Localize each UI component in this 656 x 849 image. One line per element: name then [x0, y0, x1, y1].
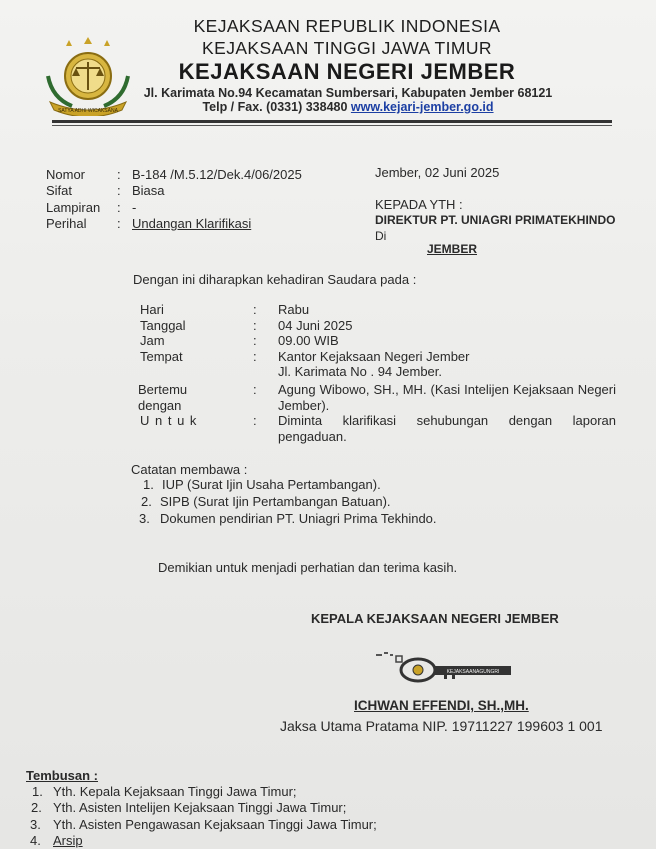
tempat-value-line-1: Kantor Kejaksaan Negeri Jember [278, 349, 470, 364]
signatory-title-nip: Jaksa Utama Pratama NIP. 19711227 199603 1 001 [280, 718, 603, 734]
letterhead-line-2: KEJAKSAAN TINGGI JAWA TIMUR [202, 38, 492, 58]
sifat-label: Sifat [46, 183, 73, 198]
colon: : [253, 333, 257, 348]
catatan-item: Dokumen pendirian PT. Uniagri Prima Tekhindo. [160, 511, 437, 526]
colon: : [253, 318, 257, 333]
colon: : [253, 413, 257, 428]
kepada-yth: KEPADA YTH : [375, 197, 463, 212]
jam-label: Jam [140, 333, 165, 348]
bertemu-value: Agung Wibowo, SH., MH. (Kasi Intelijen Kejaksaan Negeri Jember). [278, 382, 616, 413]
untuk-value: Diminta klarifikasi sehubungan dengan laporan pengaduan. [278, 413, 616, 444]
jam-value: 09.00 WIB [278, 333, 339, 348]
untuk-label: U n t u k [140, 413, 198, 428]
tanggal-label: Tanggal [140, 318, 186, 333]
perihal-value: Undangan Klarifikasi [132, 216, 252, 231]
perihal-label: Perihal [46, 216, 87, 231]
letterhead-office-name: KEJAKSAAN NEGERI JEMBER [178, 59, 516, 84]
tembusan-item: Yth. Asisten Pengawasan Kejaksaan Tinggi Jawa Timur; [53, 817, 377, 832]
lampiran-label: Lampiran [46, 200, 101, 215]
lampiran-value: - [132, 200, 137, 215]
tembusan-item: Yth. Asisten Intelijen Kejaksaan Tinggi Jawa Timur; [53, 800, 347, 815]
catatan-number: 1. [143, 477, 154, 492]
tembusan-item: Arsip [53, 833, 83, 848]
letterhead-contact [138, 100, 558, 114]
colon: : [117, 200, 121, 215]
bertemu-label: Bertemu [138, 382, 188, 397]
tembusan-title: Tembusan : [26, 768, 98, 783]
letterhead-address: Jl. Karimata No.94 Kecamatan Sumbersari, Kabupaten Jember 68121 [143, 86, 553, 100]
colon: : [117, 183, 121, 198]
place-date: Jember, 02 Juni 2025 [375, 165, 500, 180]
website-link[interactable]: www.kejari-jember.go.id [350, 100, 494, 114]
tembusan-item: Yth. Kepala Kejaksaan Tinggi Jawa Timur; [53, 784, 297, 799]
colon: : [117, 167, 121, 182]
recipient-name: DIREKTUR PT. UNIAGRI PRIMATEKHINDO [375, 213, 616, 227]
catatan-item: SIPB (Surat Ijin Pertambangan Batuan). [160, 494, 391, 509]
recipient-di: Di [375, 229, 387, 243]
colon: : [253, 382, 257, 397]
hari-value: Rabu [278, 302, 310, 317]
letterhead-line-1: KEJAKSAAN REPUBLIK INDONESIA [193, 16, 501, 36]
tembusan-number: 2. [31, 800, 42, 815]
letterhead-divider-thick [52, 120, 612, 123]
tembusan-number: 1. [32, 784, 43, 799]
sifat-value: Biasa [132, 183, 165, 198]
letterhead-divider-thin [52, 125, 612, 126]
tembusan-number: 4. [30, 833, 41, 848]
hari-label: Hari [140, 302, 164, 317]
catatan-title: Catatan membawa : [131, 462, 248, 477]
colon: : [117, 216, 121, 231]
tempat-label: Tempat [140, 349, 183, 364]
signatory-position: KEPALA KEJAKSAAN NEGERI JEMBER [311, 611, 559, 626]
kejaksaan-emblem-logo [42, 36, 134, 116]
recipient-city: JEMBER [427, 242, 478, 256]
catatan-number: 3. [139, 511, 150, 526]
opening-sentence: Dengan ini diharapkan kehadiran Saudara pada : [133, 272, 417, 287]
signatory-name: ICHWAN EFFENDI, SH.,MH. [354, 698, 529, 713]
dengan-label: dengan [138, 398, 182, 413]
catatan-number: 2. [141, 494, 152, 509]
closing-sentence: Demikian untuk menjadi perhatian dan terima kasih. [158, 560, 458, 575]
colon: : [253, 302, 257, 317]
tembusan-number: 3. [30, 817, 41, 832]
catatan-item: IUP (Surat Ijin Usaha Pertambangan). [162, 477, 381, 492]
nomor-value: B-184 /M.5.12/Dek.4/06/2025 [132, 167, 302, 182]
tempat-value-line-2: Jl. Karimata No . 94 Jember. [278, 364, 443, 379]
nomor-label: Nomor [46, 167, 86, 182]
tanggal-value: 04 Juni 2025 [278, 318, 353, 333]
logo-motto: SATYA ADHI WICAKSANA [58, 108, 118, 114]
electronic-signature-stamp [374, 648, 514, 688]
phone-fax: Telp / Fax. (0331) 338480 [202, 100, 351, 114]
colon: : [253, 349, 257, 364]
stamp-text: KEJAKSAANAGUNGRI [446, 669, 500, 675]
